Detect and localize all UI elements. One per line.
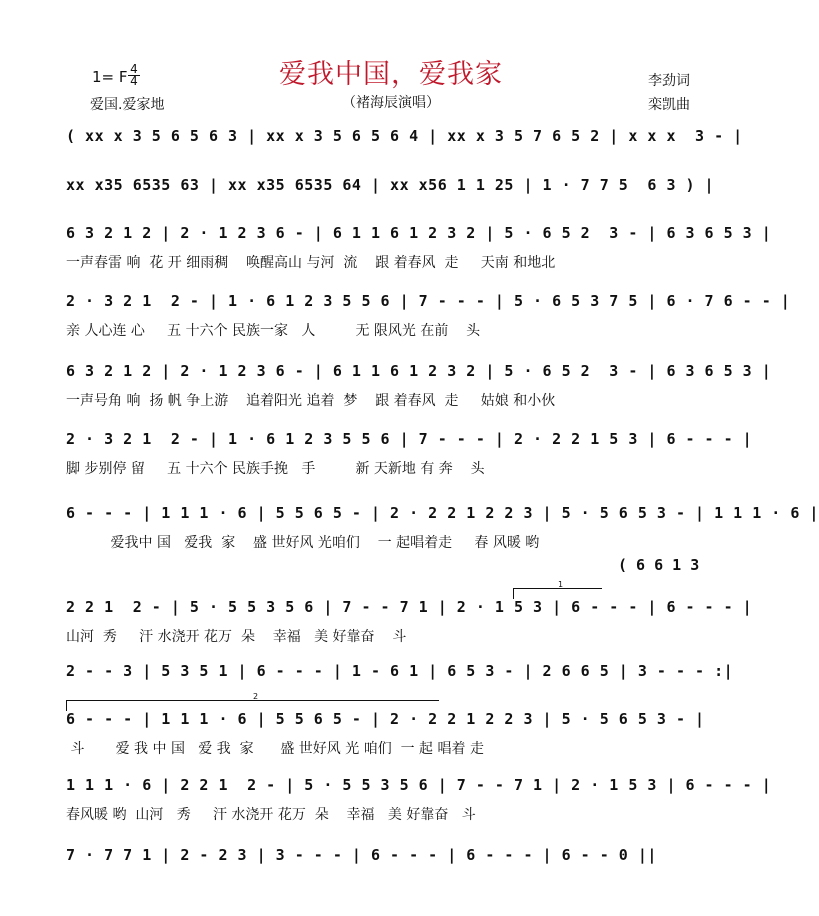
score-line <box>0 224 782 294</box>
notation-line: 2 · 3 2 1 2 - | 1 · 6 1 2 3 5 5 6 | 7 - - - | 5 · 6 5 3 7 5 | 6 · 7 6 - - | <box>66 292 791 310</box>
notation-line: 6 3 2 1 2 | 2 · 1 2 3 6 - | 6 1 1 6 1 2 3 2 | 5 · 6 5 2 3 - | 6 3 6 5 3 | <box>66 362 772 380</box>
time-sig-top: 4 <box>128 64 140 76</box>
time-sig-bottom: 4 <box>130 74 138 88</box>
volta-number: 1 <box>558 580 564 589</box>
notation-line: 2 · 3 2 1 2 - | 1 · 6 1 2 3 5 5 6 | 7 - - - | 2 · 2 2 1 5 3 | 6 - - - | <box>66 430 753 448</box>
lyrics-line: 春风暖 哟 山河 秀 汗 水浇开 花万 朵 幸福 美 好靠奋 斗 <box>66 807 476 823</box>
volta-bracket-1 <box>513 580 602 599</box>
volta-number: 2 <box>253 692 259 701</box>
lyrics-line <box>66 874 714 894</box>
score-line <box>0 580 782 668</box>
notation-line: xx x35 6535 63 | xx x35 6535 64 | xx x56 1 1 25 | 1 · 7 7 5 6 3 ) | <box>66 176 715 194</box>
notation-line: 6 - - - | 1 1 1 · 6 | 5 5 6 5 - | 2 · 2 2 1 2 2 3 | 5 · 5 6 5 3 - | <box>66 710 705 728</box>
lyrics-line: 斗 爱 我 中 国 爱 我 家 盛 世好风 光 咱们 一 起 唱着 走 <box>66 741 484 757</box>
singer: （褚海辰演唱） <box>342 95 440 111</box>
score-line <box>0 362 782 432</box>
notation-line: 1 1 1 · 6 | 2 2 1 2 - | 5 · 5 5 3 5 6 | 7 - - 7 1 | 2 · 1 5 3 | 6 - - - | <box>66 776 772 794</box>
intro-fragment: ( 6 6 1 3 <box>618 556 700 574</box>
lyrics-line: 爱我中 国 爱我 家 盛 世好风 光咱们 一 起唱着走 春 风暖 哟 <box>66 535 540 551</box>
score-line <box>0 430 782 500</box>
notation-line: 7 · 7 7 1 | 2 - 2 3 | 3 - - - | 6 - - - | 6 - - - | 6 - - 0 || <box>66 846 657 864</box>
score-line <box>0 846 782 916</box>
lyrics-line <box>66 204 714 224</box>
score-line <box>0 692 782 780</box>
volta-bracket-2 <box>66 692 439 711</box>
composer: 栾凯曲 <box>648 97 690 113</box>
lyrics-line: 亲 人心连 心 五 十六个 民族一家 人 无 限风光 在前 头 <box>66 323 481 339</box>
notation-line: 2 - - 3 | 5 3 5 1 | 6 - - - | 1 - 6 1 | 6 5 3 - | 2 6 6 5 | 3 - - - :| <box>66 662 734 680</box>
notation-line: 6 - - - | 1 1 1 · 6 | 5 5 6 5 - | 2 · 2 2 1 2 2 3 | 5 · 5 6 5 3 - | 1 1 1 · 6 | <box>66 504 819 522</box>
notation-line: ( xx x 3 5 6 5 6 3 | xx x 3 5 6 5 6 4 | xx x 3 5 7 6 5 2 | x x x 3 - | <box>66 127 743 145</box>
score-line <box>0 776 782 846</box>
score-line <box>0 504 819 574</box>
key-signature: 1= F <box>92 68 128 86</box>
lyrics-line: 一声号角 响 扬 帆 争上游 追着阳光 追着 梦 跟 着春风 走 姑娘 和小伙 <box>66 393 556 409</box>
song-subtitle: 爱国.爱家地 <box>90 97 165 113</box>
lyricist: 李劲词 <box>648 73 690 89</box>
lyrics-line <box>66 155 714 175</box>
score-line <box>0 292 791 362</box>
lyrics-line: 一声春雷 响 花 开 细雨稠 唤醒高山 与河 流 跟 着春风 走 天南 和地北 <box>66 255 556 271</box>
song-title: 爱我中国，爱我家 <box>279 59 503 90</box>
notation-line: 6 3 2 1 2 | 2 · 1 2 3 6 - | 6 1 1 6 1 2 3 2 | 5 · 6 5 2 3 - | 6 3 6 5 3 | <box>66 224 772 242</box>
lyrics-line: 山河 秀 汗 水浇开 花万 朵 幸福 美 好靠奋 斗 <box>66 629 407 645</box>
notation-line: 2 2 1 2 - | 5 · 5 5 3 5 6 | 7 - - 7 1 | 2 · 1 5 3 | 6 - - - | 6 - - - | <box>66 598 753 616</box>
lyrics-line: 脚 步别停 留 五 十六个 民族手挽 手 新 天新地 有 奔 头 <box>66 461 485 477</box>
